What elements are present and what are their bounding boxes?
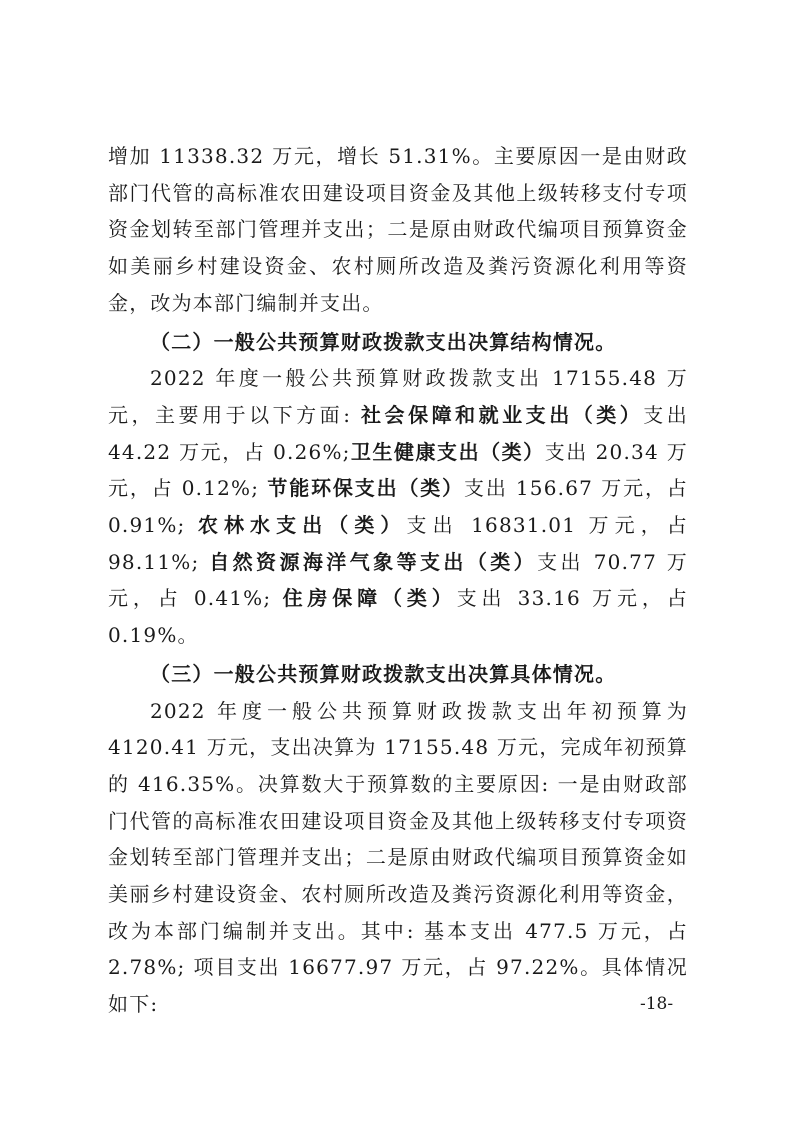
category-energy-environment-value: 支出 156.67 万元，占 0.91%; [108,476,688,538]
category-social-security: 社会保障和就业支出（类） [361,402,644,427]
section-heading-structure: （二）一般公共预算财政拨款支出决算结构情况。 [150,329,617,354]
category-agriculture-value: 支出 16831.01 万元，占 98.11%; [108,513,688,574]
category-natural-resources-value: 支出 70.77 万元，占 0.41%; [108,549,688,611]
page-number: -18- [640,994,674,1014]
category-energy-environment: 节能环保支出（类） [267,476,464,501]
structure-intro: 2022 年度一般公共预算财政拨款支出 17155.48 万元，主要用于以下方面: [108,366,688,427]
category-agriculture: 农林水支出（类） [197,513,407,538]
category-natural-resources: 自然资源海洋气象等支出（类） [209,549,538,574]
category-social-security-value: 支出 44.22 万元，占 0.26%; [108,402,689,464]
paragraph-details: 2022 年度一般公共预算财政拨款支出年初预算为 4120.41 万元，支出决算为 17155.48 万元，完成年初预算的 416.35%。决算数大于预算数的主要原因: 一是由财政部门代管的高标准农田建设项目资金及其他上级转移支付专项资金划转至部门管理并支出；二是原由财政代编项目预算资金如美丽乡村建设资金、农村厕所改造及粪污资源化利用等资金，改为本部门编制并支出。其中: 基本支出 477.5 万元，占 2.78%; 项目支出 16677.97 万元，占 97.22%。具体情况如下: [108,698,688,1017]
section-heading-details: （三）一般公共预算财政拨款支出决算具体情况。 [150,661,617,686]
paragraph-reasons: 增加 11338.32 万元，增长 51.31%。主要原因一是由财政部门代管的高标准农田建设项目资金及其他上级转移支付专项资金划转至部门管理并支出；二是原由财政代编项目预算资金如美丽乡村建设资金、农村厕所改造及粪污资源化利用等资金，改为本部门编制并支出。 [108,144,688,315]
category-health: 卫生健康支出（类） [350,439,545,464]
paragraph-structure [108,360,688,654]
category-health-value: 支出 20.34 万元，占 0.12%; [108,439,688,501]
category-housing-value: 支出 33.16 万元，占 0.19%。 [108,586,688,648]
category-housing: 住房保障（类） [282,586,457,611]
document-body [108,138,688,1023]
